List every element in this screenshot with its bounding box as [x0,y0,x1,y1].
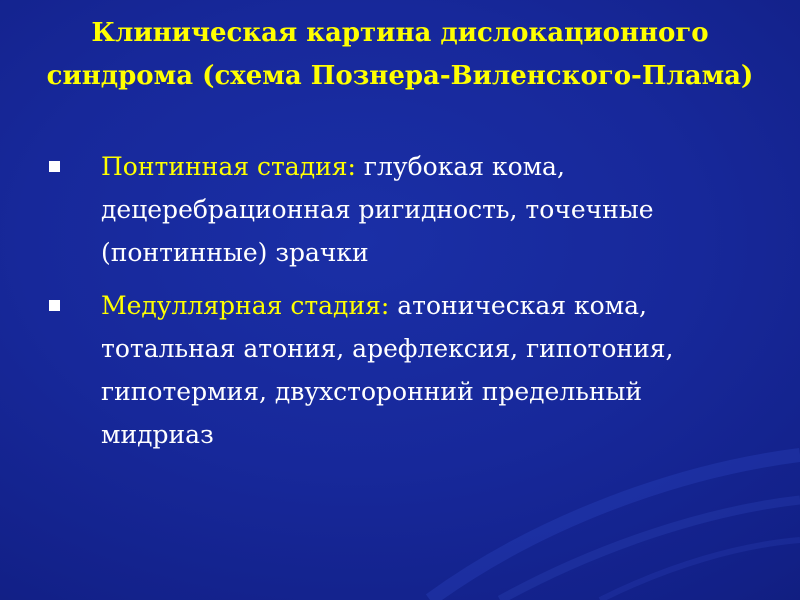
bullet-item-medullary-stage [0,284,800,456]
square-bullet-icon [49,161,60,172]
bullet-item-pontine-stage [0,145,800,274]
bullet-term: Медуллярная стадия: [101,291,390,320]
square-bullet-icon [49,300,60,311]
slide-title: Клиническая картина дислокационного синдрома (схема Познера-Виленского-Плама) [46,18,754,91]
bullet-text: атоническая кома, тотальная атония, арефлексия, гипотония, гипотермия, двухсторонний предельный мидриаз [101,291,674,449]
bullet-text: глубокая кома, децеребрационная ригидность, точечные (понтинные) зрачки [101,152,654,267]
bullet-list [0,145,800,456]
bullet-term: Понтинная стадия: [101,152,356,181]
